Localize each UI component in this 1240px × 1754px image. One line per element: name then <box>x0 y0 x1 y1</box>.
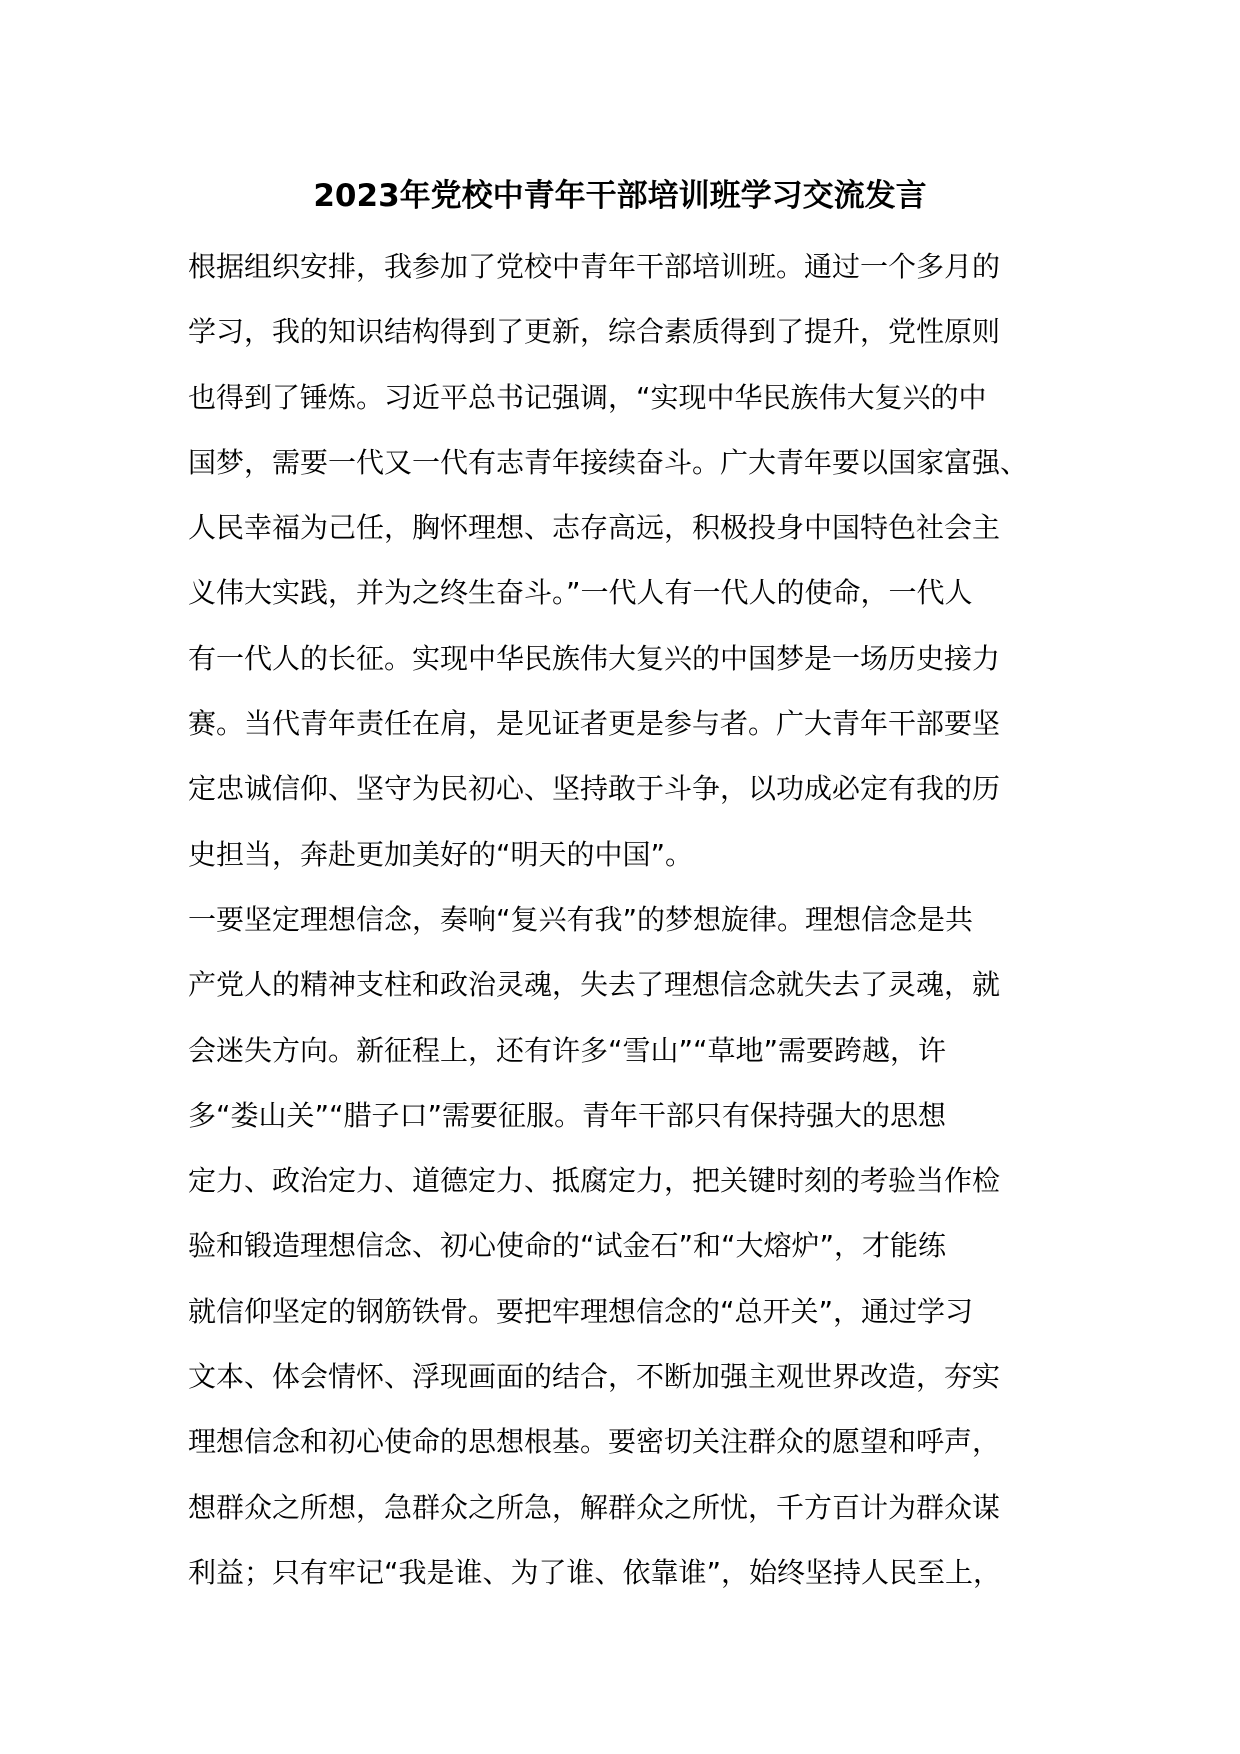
text-line: 定力、政治定力、道德定力、抵腐定力，把关键时刻的考验当作检 <box>188 1164 1001 1198</box>
text-line: 理想信念和初心使命的思想根基。要密切关注群众的愿望和呼声， <box>188 1425 1001 1459</box>
text-line: 赛。当代青年责任在肩，是见证者更是参与者。广大青年干部要坚 <box>188 707 1001 741</box>
text-line: 多“娄山关”“腊子口”需要征服。青年干部只有保持强大的思想 <box>188 1098 947 1132</box>
text-line: 义伟大实践，并为之终生奋斗。”一代人有一代人的使命，一代人 <box>188 576 973 610</box>
text-line: 人民幸福为己任，胸怀理想、志存高远，积极投身中国特色社会主 <box>188 511 1001 545</box>
text-line: 就信仰坚定的钢筋铁骨。要把牢理想信念的“总开关”，通过学习 <box>188 1294 974 1328</box>
text-line: 文本、体会情怀、浮现画面的结合，不断加强主观世界改造，夯实 <box>188 1360 1001 1394</box>
text-line: 有一代人的长征。实现中华民族伟大复兴的中国梦是一场历史接力 <box>188 641 1001 675</box>
text-line: 根据组织安排，我参加了党校中青年干部培训班。通过一个多月的 <box>188 250 1001 283</box>
text-line: 定忠诚信仰、坚守为民初心、坚持敢于斗争，以功成必定有我的历 <box>188 772 1001 806</box>
text-line: 史担当，奔赴更加美好的“明天的中国”。 <box>188 837 694 871</box>
text-line: 产党人的精神支柱和政治灵魂，失去了理想信念就失去了灵魂，就 <box>188 968 1001 1002</box>
text-line: 会迷失方向。新征程上，还有许多“雪山”“草地”需要跨越，许 <box>188 1033 947 1067</box>
text-line: 也得到了锤炼。习近平总书记强调，“实现中华民族伟大复兴的中 <box>188 380 987 414</box>
document-body <box>188 234 1088 1605</box>
text-line: 国梦，需要一代又一代有志青年接续奋斗。广大青年要以国家富强、 <box>188 445 1029 479</box>
text-line: 验和锻造理想信念、初心使命的“试金石”和“大熔炉”，才能练 <box>188 1229 947 1263</box>
text-line: 想群众之所想，急群众之所急，解群众之所忧，千方百计为群众谋 <box>188 1490 1001 1524</box>
text-line: 学习，我的知识结构得到了更新，综合素质得到了提升，党性原则 <box>188 315 1001 349</box>
document-title: 2023年党校中青年干部培训班学习交流发言 <box>313 178 927 214</box>
text-line: 利益；只有牢记“我是谁、为了谁、依靠谁”，始终坚持人民至上， <box>188 1555 1002 1589</box>
text-line: 一要坚定理想信念，奏响“复兴有我”的梦想旋律。理想信念是共 <box>188 902 974 936</box>
